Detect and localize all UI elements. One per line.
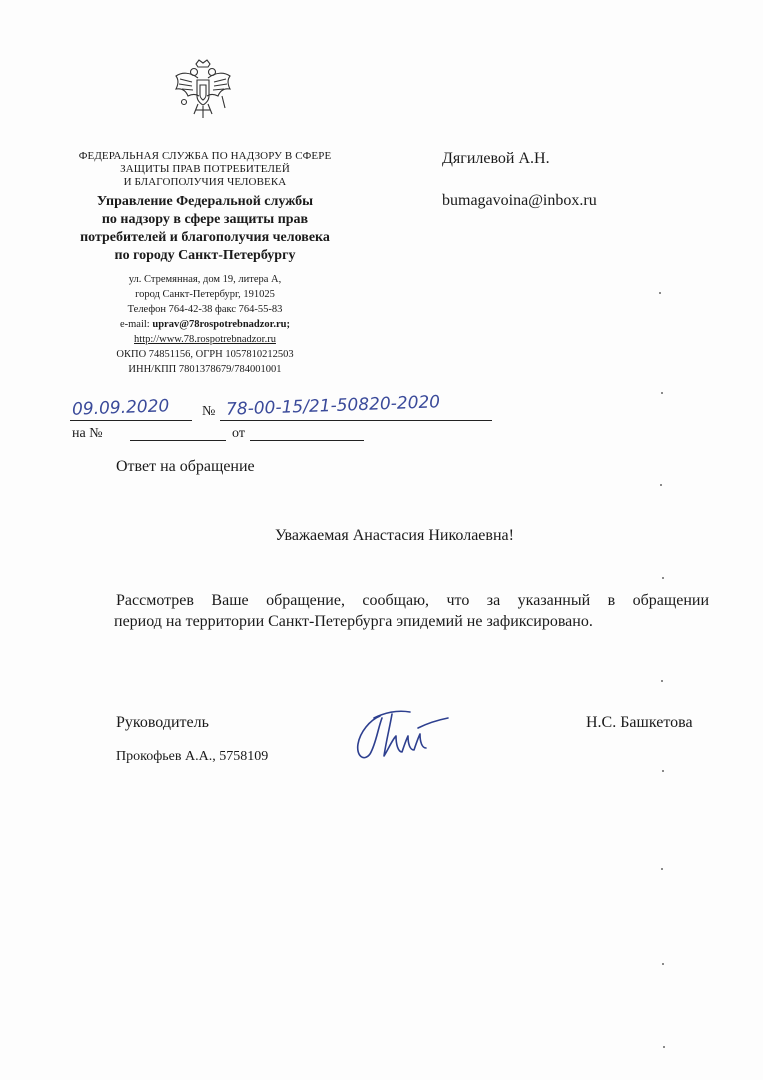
- letter-body: [116, 590, 709, 632]
- email-label: e-mail:: [119, 319, 150, 330]
- scan-speck: [661, 680, 663, 682]
- scan-speck: [661, 392, 663, 394]
- handwritten-date: 09.09.2020: [71, 396, 170, 420]
- scan-speck: [661, 868, 663, 870]
- email-line: [55, 317, 355, 332]
- agency-name-caps: [55, 150, 355, 189]
- coat-of-arms-icon: [172, 58, 234, 126]
- signatory-position: Руководитель: [116, 714, 209, 731]
- agency-caps-line: И БЛАГОПОЛУЧИЯ ЧЕЛОВЕКА: [123, 176, 287, 188]
- signatory-name: Н.С. Башкетова: [586, 714, 693, 731]
- incoming-date-label: от: [232, 426, 245, 441]
- agency-contacts: [55, 272, 355, 377]
- body-paragraph-line: период на территории Санкт-Петербурга эпидемий не зафиксировано.: [114, 613, 593, 630]
- letter-subject: Ответ на обращение: [116, 458, 255, 475]
- scan-speck: [659, 292, 661, 294]
- agency-caps-line: ЗАЩИТЫ ПРАВ ПОТРЕБИТЕЛЕЙ: [120, 163, 290, 175]
- scan-speck: [662, 963, 664, 965]
- department-line: по городу Санкт-Петербургу: [114, 248, 296, 263]
- address-line: город Санкт-Петербург, 191025: [135, 289, 275, 300]
- scan-speck: [660, 484, 662, 486]
- number-sign: №: [202, 404, 216, 419]
- department-name: [40, 193, 370, 265]
- agency-website-link[interactable]: http://www.78.rospotrebnadzor.ru: [134, 334, 276, 345]
- department-line: потребителей и благополучия человека: [80, 230, 330, 245]
- scan-speck: [662, 577, 664, 579]
- salutation: Уважаемая Анастасия Николаевна!: [275, 527, 514, 544]
- recipient-name: Дягилевой А.Н.: [442, 150, 550, 167]
- department-line: по надзору в сфере защиты прав: [101, 212, 309, 227]
- recipient-email: bumagavoina@inbox.ru: [442, 192, 597, 209]
- scan-speck: [662, 770, 664, 772]
- incoming-reference: [72, 424, 372, 446]
- date-underline: [70, 420, 192, 421]
- okpo-ogrn: ОКПО 74851156, ОГРН 1057810212503: [116, 349, 294, 360]
- scan-speck: [663, 1046, 665, 1048]
- handwritten-signature: [352, 706, 452, 770]
- incoming-number-label: на №: [72, 426, 103, 441]
- department-line: Управление Федеральной службы: [96, 194, 314, 209]
- agency-email[interactable]: uprav@78rospotrebnadzor.ru;: [152, 319, 290, 330]
- number-underline: [220, 420, 492, 421]
- incoming-number-blank: [130, 440, 226, 441]
- outgoing-registration: [70, 392, 510, 424]
- incoming-date-blank: [250, 440, 364, 441]
- handwritten-outgoing-number: 78-00-15/21-50820-2020: [225, 392, 441, 420]
- agency-caps-line: ФЕДЕРАЛЬНАЯ СЛУЖБА ПО НАДЗОРУ В СФЕРЕ: [78, 150, 332, 162]
- executor-contact: Прокофьев А.А., 5758109: [116, 749, 269, 764]
- address-line: ул. Стремянная, дом 19, литера А,: [128, 274, 282, 285]
- phone-fax: Телефон 764-42-38 факс 764-55-83: [127, 304, 283, 315]
- inn-kpp: ИНН/КПП 7801378679/784001001: [128, 364, 282, 375]
- body-paragraph-line: Рассмотрев Ваше обращение, сообщаю, что за указанный в обращении: [116, 592, 709, 609]
